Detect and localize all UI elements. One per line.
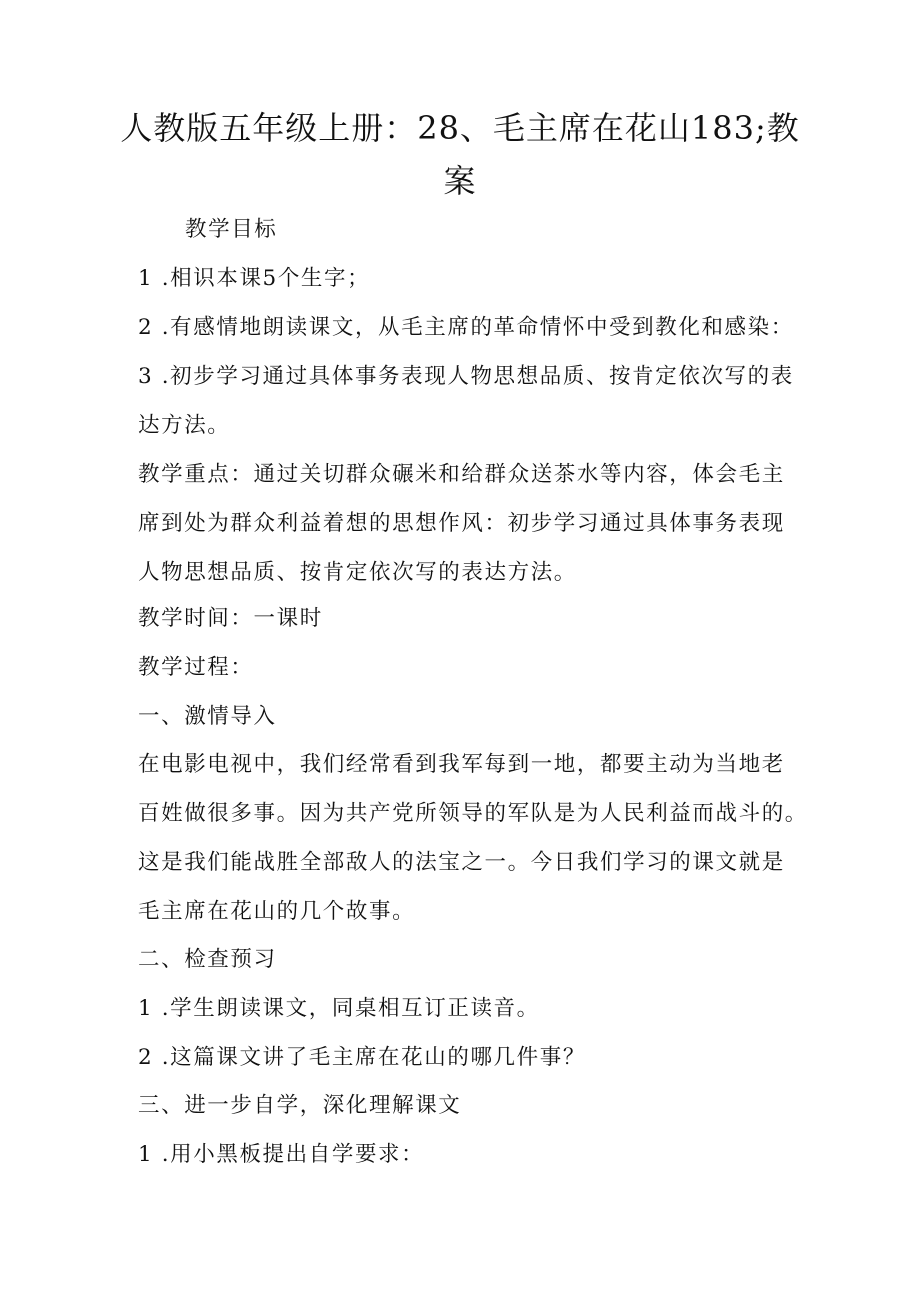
teaching-time: 教学时间：一课时 — [138, 606, 323, 631]
introduction-paragraph-line-4: 毛主席在花山的几个故事。 — [138, 899, 416, 924]
objective-item-3: 3 .初步学习通过具体事务表现人物思想品质、按肯定依次写的表 — [138, 364, 794, 389]
introduction-paragraph: 在电影电视中，我们经常看到我军每到一地，都要主动为当地老 — [138, 752, 785, 777]
objective-item-1: 1 .相识本课5个生字； — [138, 266, 371, 291]
section-heading-objectives: 教学目标 — [185, 217, 278, 242]
key-points-paragraph: 教学重点：通过关切群众碾米和给群众送茶水等内容，体会毛主 — [138, 462, 785, 487]
document-title-line-2: 案 — [443, 162, 477, 200]
key-points-paragraph-line-3: 人物思想品质、按肯定依次写的表达方法。 — [138, 560, 577, 585]
document-title-line-1: 人教版五年级上册：28、毛主席在花山183;教 — [120, 109, 800, 147]
objective-item-2: 2 .有感情地朗读课文，从毛主席的革命情怀中受到教化和感染： — [138, 315, 794, 340]
preview-item-1: 1 .学生朗读课文，同桌相互订正读音。 — [138, 996, 540, 1021]
teaching-process-heading: 教学过程： — [138, 655, 254, 680]
key-points-paragraph-line-2: 席到处为群众利益着想的思想作风：初步学习通过具体事务表现 — [138, 511, 785, 536]
introduction-paragraph-line-3: 这是我们能战胜全部敌人的法宝之一。今日我们学习的课文就是 — [138, 850, 785, 875]
section-heading-introduction: 一、激情导入 — [138, 704, 277, 729]
introduction-paragraph-line-2: 百姓做很多事。因为共产党所领导的军队是为人民利益而战斗的。 — [138, 801, 808, 826]
preview-item-2: 2 .这篇课文讲了毛主席在花山的哪几件事？ — [138, 1045, 586, 1070]
section-heading-self-study: 三、进一步自学，深化理解课文 — [138, 1093, 462, 1118]
self-study-item-1: 1 .用小黑板提出自学要求： — [138, 1142, 425, 1167]
objective-item-3-continued: 达方法。 — [138, 413, 231, 438]
section-heading-preview-check: 二、检查预习 — [138, 947, 277, 972]
